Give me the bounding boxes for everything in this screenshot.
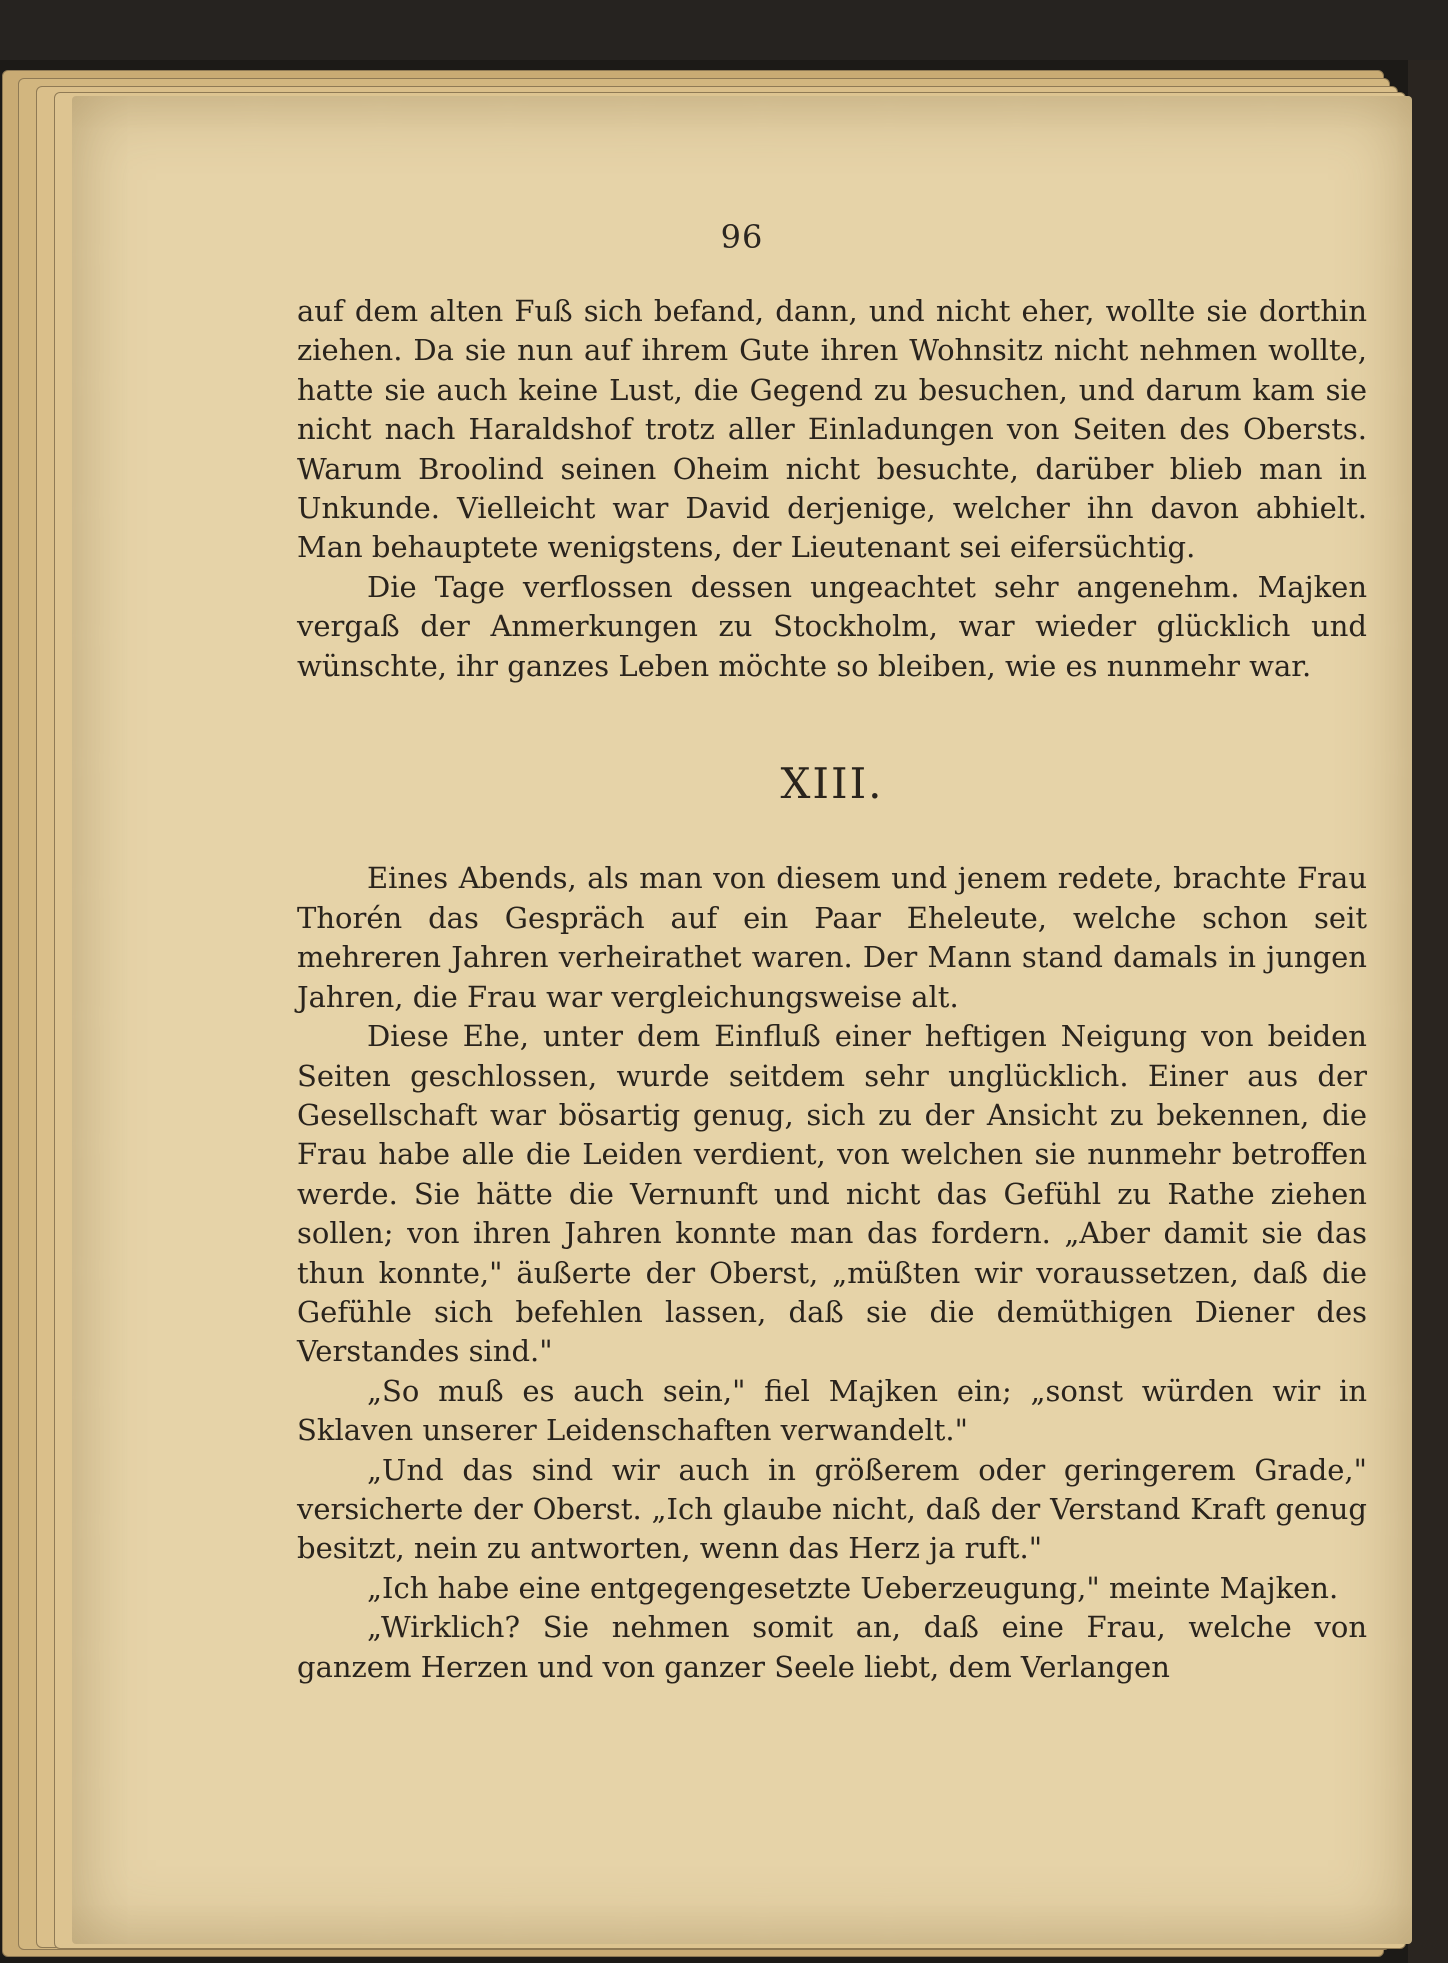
paragraph: auf dem alten Fuß sich befand, dann, und nicht eher, wollte sie dorthin ziehen. Da sie nun auf ihrem Gute ihren Wohnsitz nicht nehmen wollte, hatte sie auch keine Lust, die Gegend zu besuchen, und darum kam sie nicht nach Haraldshof trotz aller Einladungen von Seiten des Obersts. Warum Broolind seinen Oheim nicht besuchte, darüber blieb man in Unkunde. Vielleicht war David derjenige, welcher ihn davon abhielt. Man behauptete wenigstens, der Lieutenant sei eifersüchtig. [297,294,1367,565]
page-number: 96 [720,218,764,256]
background-shadow [0,0,1448,60]
paragraph: „So muß es auch sein," fiel Majken ein; „sonst würden wir in Sklaven unserer Leidenschaften verwandelt." [297,1373,1367,1448]
chapter-heading: XIII. [780,759,884,809]
paragraph: Die Tage verflossen dessen ungeachtet sehr angenehm. Majken vergaß der Anmerkungen zu Stockholm, war wieder glücklich und wünschte, ihr ganzes Leben möchte so bleiben, wie es nunmehr war. [297,569,1367,683]
paragraph: Eines Abends, als man von diesem und jenem redete, brachte Frau Thorén das Gespräch auf ein Paar Eheleute, welche schon seit mehreren Jahren verheirathet waren. Der Mann stand damals in jungen Jahren, die Frau war vergleichungsweise alt. [297,861,1367,1014]
paragraph: Diese Ehe, unter dem Einfluß einer heftigen Neigung von beiden Seiten geschlossen, wurde seitdem sehr unglücklich. Einer aus der Gesellschaft war bösartig genug, sich zu der Ansicht zu bekennen, die Frau habe alle die Leiden verdient, von welchen sie nunmehr betroffen werde. Sie hätte die Vernunft und nicht das Gefühl zu Rathe ziehen sollen; von ihren Jahren konnte man das fordern. „Aber damit sie das thun konnte," äußerte der Oberst, „müßten wir voraussetzen, daß die Gefühle sich befehlen lassen, daß sie die demüthigen Diener des Verstandes sind." [297,1019,1367,1369]
paragraph: „Ich habe eine entgegengesetzte Ueberzeugung," meinte Majken. [367,1570,1339,1605]
book-page [72,96,1412,1944]
paragraph: „Wirklich? Sie nehmen somit an, daß eine Frau, welche von ganzem Herzen und von ganzer Seele liebt, dem Verlangen [297,1610,1367,1684]
book-spine [1408,60,1448,1963]
paragraph: „Und das sind wir auch in größerem oder geringerem Grade," versicherte der Oberst. „Ich glaube nicht, daß der Verstand Kraft genug besitzt, nein zu antworten, wenn das Herz ja ruft." [297,1452,1367,1566]
text-block [297,292,1367,1687]
